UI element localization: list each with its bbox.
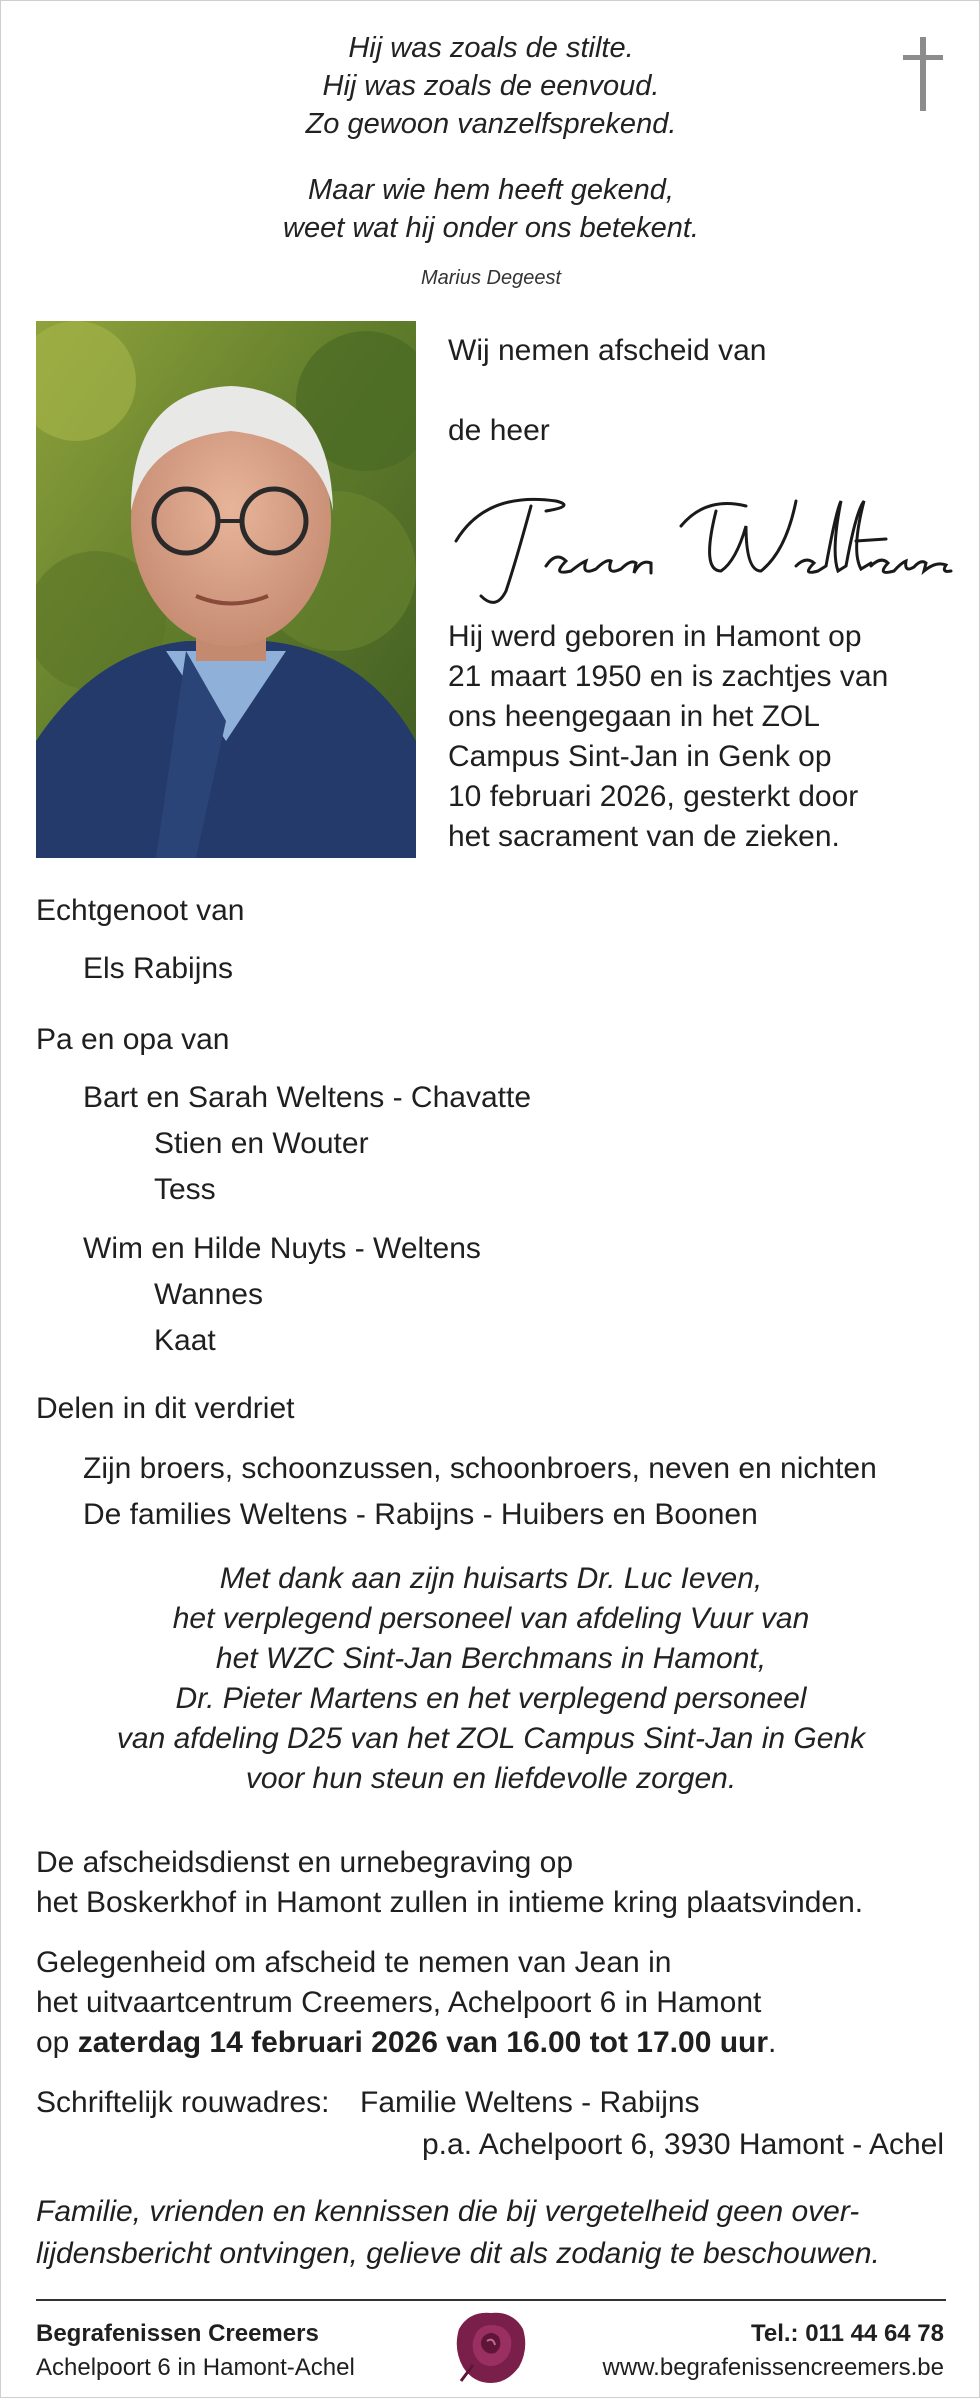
visitation-line: [36, 2023, 776, 2063]
rose-logo-icon: [453, 2307, 529, 2387]
visitation-prefix: op: [36, 2026, 78, 2059]
intro-line: Wij nemen afscheid van: [448, 334, 767, 367]
children-heading: Pa en opa van: [36, 1023, 230, 1056]
grandchild: Kaat: [154, 1324, 216, 1357]
thanks-line: het verplegend personeel van afdeling Vuur van: [172, 1602, 810, 1635]
thanks-line: van afdeling D25 van het ZOL Campus Sint-Jan in Genk: [116, 1722, 866, 1755]
bio-line: 10 februari 2026, gesterkt door: [448, 780, 859, 813]
thanks-block: [1, 1559, 980, 1799]
notice-line: Familie, vrienden en kennissen die bij vergetelheid geen over-: [36, 2195, 860, 2228]
service-info: [36, 1843, 863, 1923]
visitation-line: het uitvaartcentrum Creemers, Achelpoort 6 in Hamont: [36, 1986, 762, 2019]
thanks-line: het WZC Sint-Jan Berchmans in Hamont,: [215, 1642, 767, 1675]
bio-line: het sacrament van de zieken.: [448, 820, 840, 853]
funeral-home-info: [36, 2317, 355, 2385]
poem-line: Hij was zoals de eenvoud.: [322, 70, 660, 102]
address-line: Familie Weltens - Rabijns: [360, 2086, 700, 2119]
poem-line: Zo gewoon vanzelfsprekend.: [305, 108, 677, 140]
cross-icon: [901, 37, 945, 111]
bio-line: ons heengegaan in het ZOL: [448, 700, 820, 733]
name-signature: [446, 471, 966, 621]
bio-line: Campus Sint-Jan in Genk op: [448, 740, 832, 773]
address-label: Schriftelijk rouwadres:: [36, 2086, 330, 2119]
intro-title: de heer: [448, 414, 550, 447]
poem-line: weet wat hij onder ons betekent.: [283, 212, 699, 244]
grandchild: Stien en Wouter: [154, 1127, 369, 1160]
visitation-datetime: zaterdag 14 februari 2026 van 16.00 tot 17.00 uur: [77, 2026, 769, 2059]
website-link[interactable]: www.begrafenissencreemers.be: [602, 2354, 944, 2381]
poem-stanza-1: [1, 29, 980, 143]
notice-block: [36, 2191, 946, 2275]
poem-line: Maar wie hem heeft gekend,: [308, 174, 674, 206]
biography: [448, 617, 888, 857]
bio-line: Hij werd geboren in Hamont op: [448, 620, 862, 653]
funeral-home-contact: [603, 2317, 945, 2385]
grief-heading: Delen in dit verdriet: [36, 1392, 295, 1425]
phone-number[interactable]: Tel.: 011 44 64 78: [750, 2320, 944, 2347]
spouse-heading: Echtgenoot van: [36, 894, 245, 927]
visitation-line: Gelegenheid om afscheid te nemen van Jean in: [36, 1946, 672, 1979]
thanks-line: voor hun steun en liefdevolle zorgen.: [245, 1762, 737, 1795]
thanks-line: Dr. Pieter Martens en het verplegend personeel: [175, 1682, 807, 1715]
address-line: p.a. Achelpoort 6, 3930 Hamont - Achel: [422, 2128, 944, 2161]
bio-line: 21 maart 1950 en is zachtjes van: [448, 660, 889, 693]
service-line: De afscheidsdienst en urnebegraving op: [36, 1846, 574, 1879]
grief-line: Zijn broers, schoonzussen, schoonbroers, neven en nichten: [83, 1452, 877, 1485]
service-line: het Boskerkhof in Hamont zullen in intieme kring plaatsvinden.: [36, 1886, 864, 1919]
grandchild: Tess: [154, 1173, 216, 1206]
thanks-line: Met dank aan zijn huisarts Dr. Luc Ieven,: [219, 1562, 763, 1595]
portrait-photo: [36, 321, 416, 858]
spouse-name: Els Rabijns: [83, 952, 234, 985]
poem-stanza-2: [1, 171, 980, 247]
child-couple: Wim en Hilde Nuyts - Weltens: [83, 1232, 481, 1265]
funeral-home-name: Begrafenissen Creemers: [36, 2320, 319, 2347]
poem-line: Hij was zoals de stilte.: [348, 32, 634, 64]
funeral-home-address: Achelpoort 6 in Hamont-Achel: [36, 2354, 355, 2381]
footer-divider: [36, 2299, 946, 2301]
grandchild: Wannes: [154, 1278, 263, 1311]
visitation-suffix: .: [768, 2026, 777, 2059]
poem-author: Marius Degeest: [420, 267, 562, 289]
visitation-info: [36, 1943, 776, 2063]
child-couple: Bart en Sarah Weltens - Chavatte: [83, 1081, 532, 1114]
grief-line: De families Weltens - Rabijns - Huibers en Boonen: [83, 1498, 758, 1531]
notice-line: lijdensbericht ontvingen, gelieve dit als zodanig te beschouwen.: [36, 2237, 880, 2270]
